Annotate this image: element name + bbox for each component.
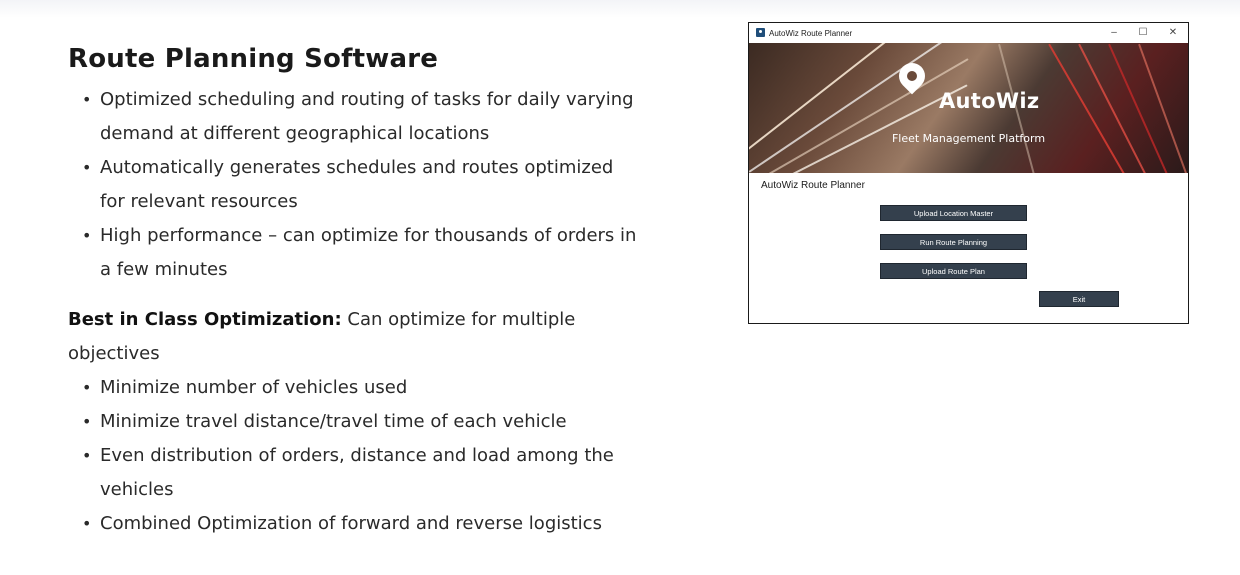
optimization-item: • Even distribution of orders, distance and load among the vehicles	[68, 439, 618, 507]
banner-image	[749, 43, 1188, 173]
brand-name: AutoWiz	[939, 89, 1040, 113]
section-title: Route Planning Software	[68, 44, 439, 74]
app-pin-icon	[756, 28, 765, 37]
banner-tagline: Fleet Management Platform	[891, 132, 1046, 145]
run-route-planning-button[interactable]: Run Route Planning	[880, 234, 1027, 250]
location-pin-icon	[894, 58, 931, 95]
optimization-item: • Minimize travel distance/travel time of each vehicle	[68, 405, 618, 439]
close-icon[interactable]: ✕	[1168, 27, 1178, 38]
top-fade	[0, 0, 1240, 18]
optimization-item: • Minimize number of vehicles used	[68, 371, 618, 405]
app-window-screenshot	[748, 22, 1189, 324]
upload-route-plan-button[interactable]: Upload Route Plan	[880, 263, 1027, 279]
feature-list	[68, 83, 643, 287]
upload-location-master-button[interactable]: Upload Location Master	[880, 205, 1027, 221]
feature-item: • High performance – can optimize for thousands of orders in a few minutes	[68, 219, 643, 287]
optimization-text: Can optimize for multiple objectives	[68, 309, 576, 364]
autowiz-logo	[899, 63, 1039, 113]
window-title: AutoWiz Route Planner	[769, 29, 853, 38]
minimize-icon[interactable]: –	[1111, 27, 1117, 38]
optimization-list	[68, 371, 618, 541]
window-titlebar	[749, 23, 1188, 43]
feature-item: • Automatically generates schedules and routes optimized for relevant resources	[68, 151, 643, 219]
app-heading: AutoWiz Route Planner	[761, 180, 865, 191]
optimization-item: • Combined Optimization of forward and reverse logistics	[68, 507, 618, 541]
optimization-intro	[68, 303, 668, 371]
maximize-icon[interactable]: ☐	[1138, 27, 1148, 38]
feature-item: • Optimized scheduling and routing of tasks for daily varying demand at different geographical locations	[68, 83, 643, 151]
optimization-heading: Best in Class Optimization:	[68, 309, 342, 330]
exit-button[interactable]: Exit	[1039, 291, 1119, 307]
feature-section	[68, 40, 668, 541]
